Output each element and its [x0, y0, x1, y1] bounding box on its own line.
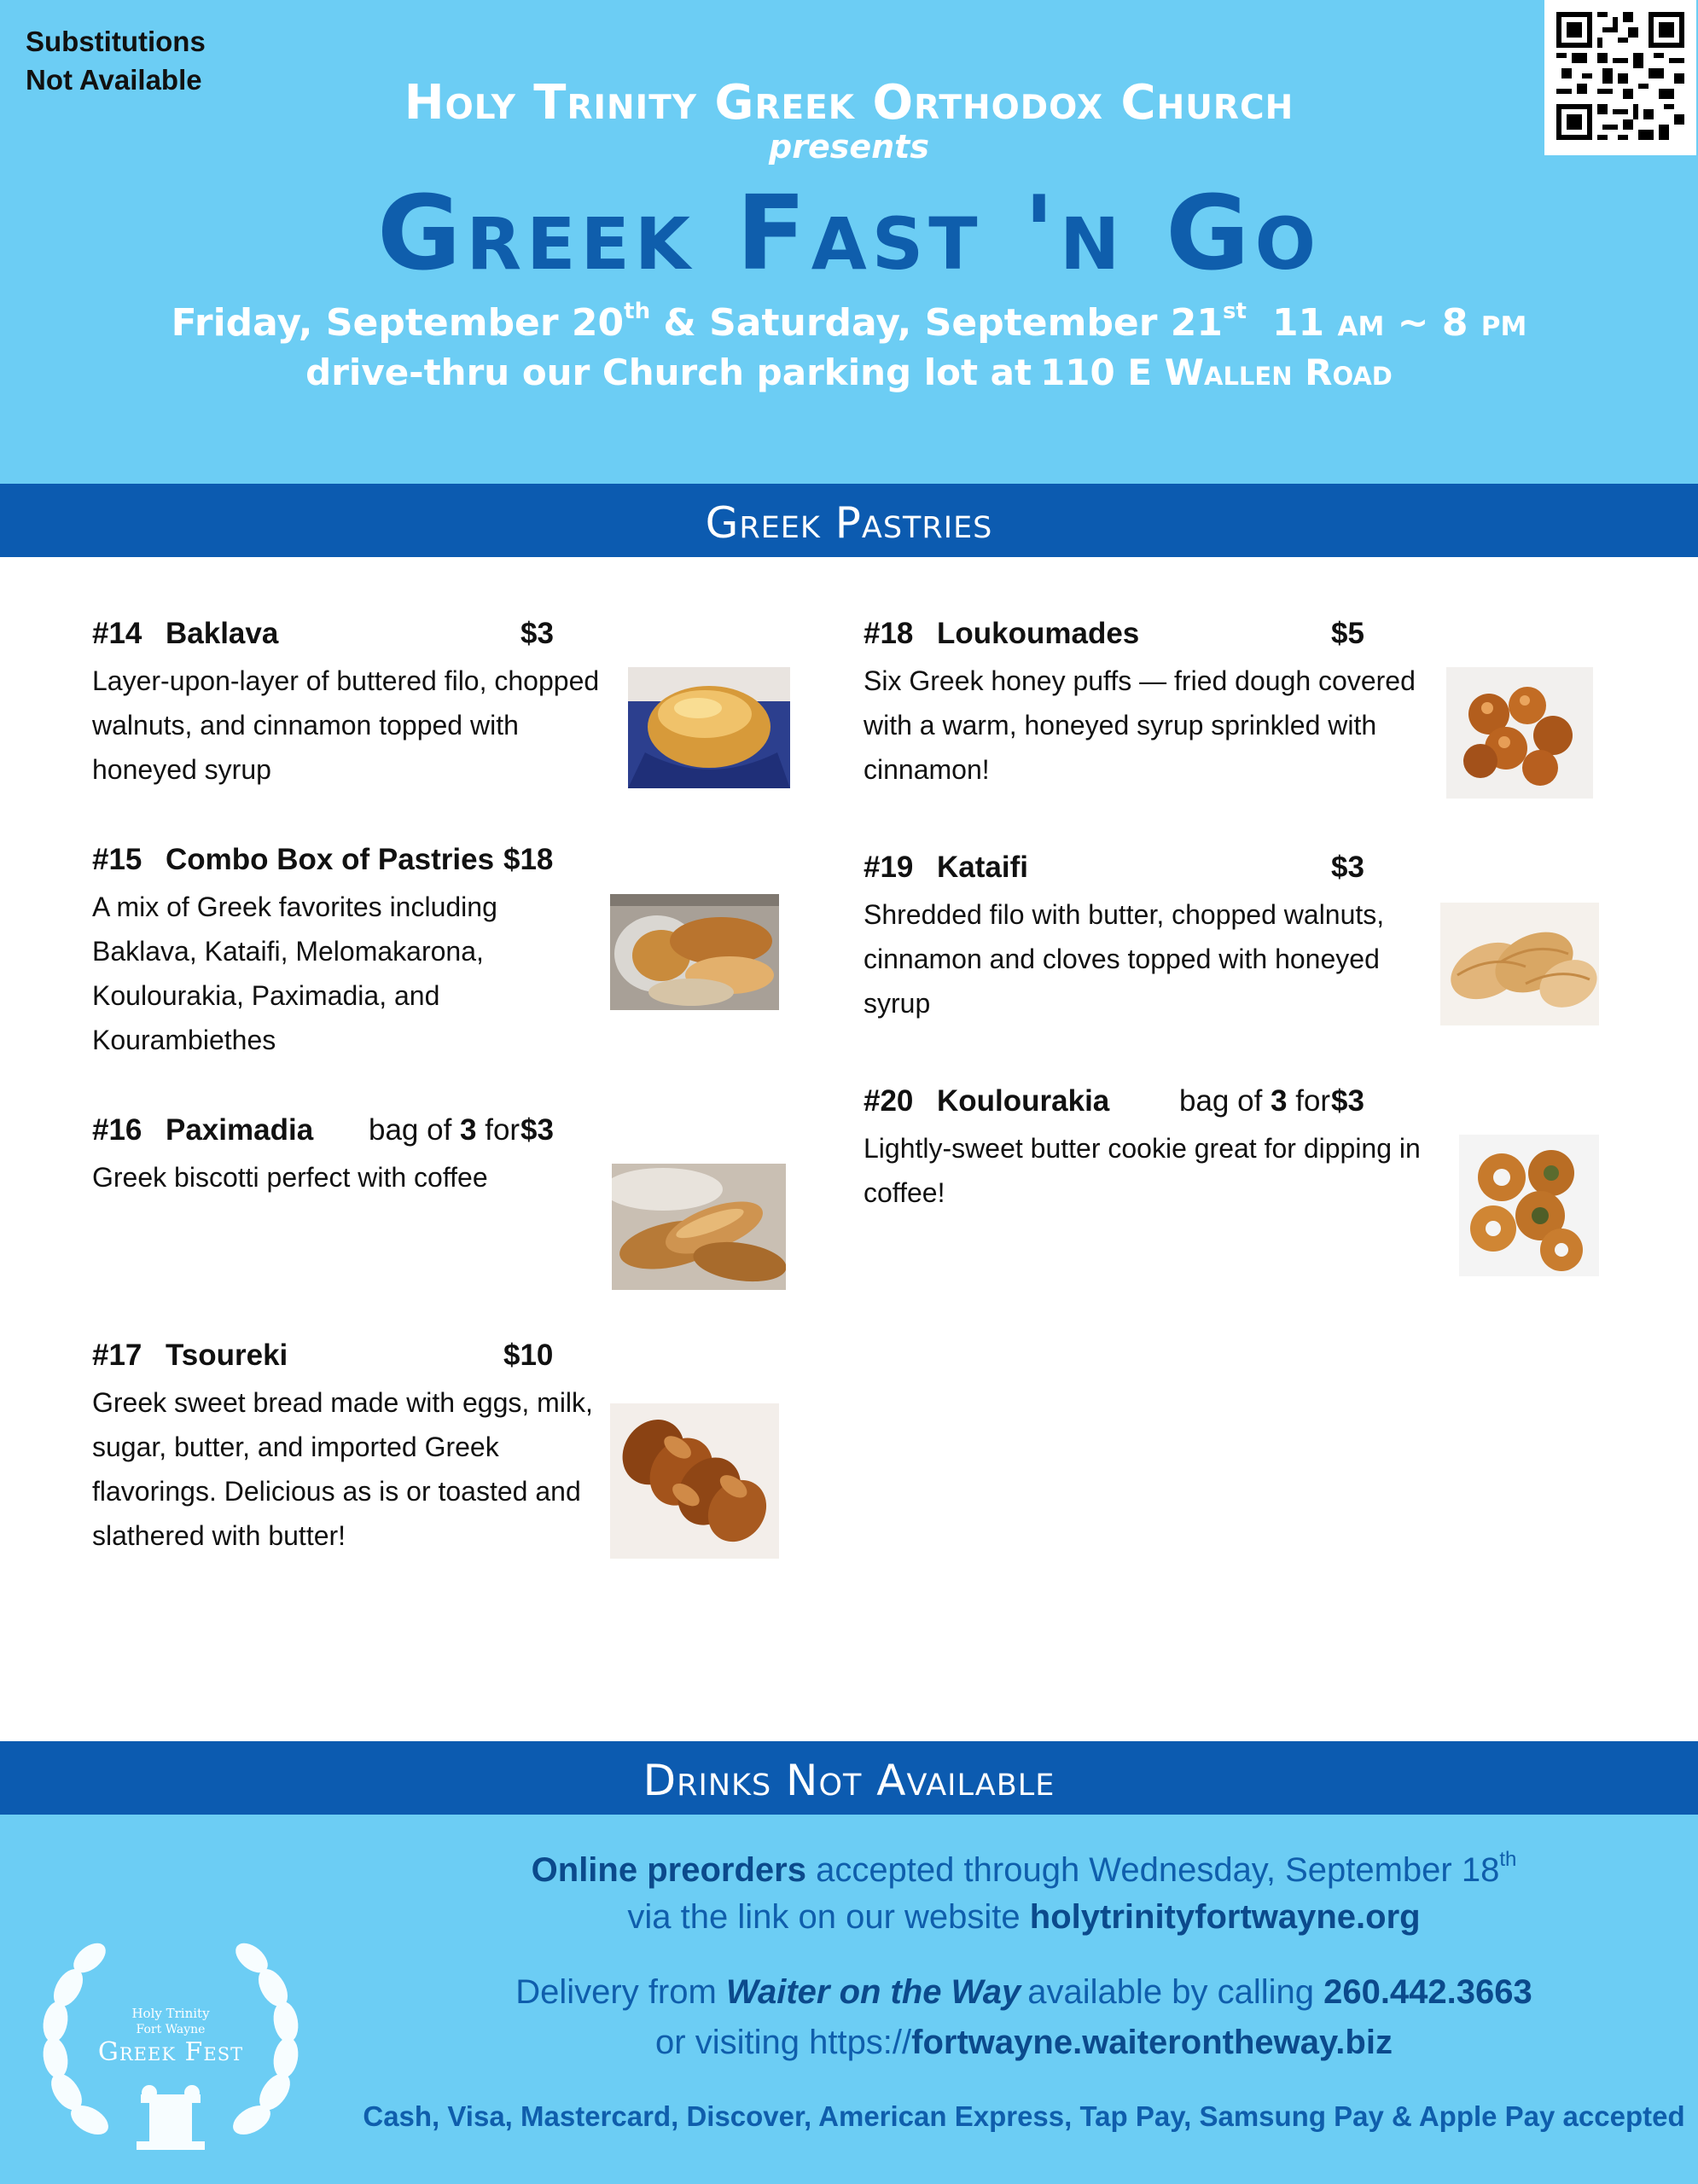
menu-item-20	[864, 1082, 1461, 1215]
item-name: Koulourakia	[937, 1084, 1110, 1118]
item-price: $10	[503, 1339, 554, 1372]
item-number: #17	[92, 1339, 142, 1372]
preorder-bold: Online preorders	[531, 1851, 806, 1889]
delivery-prefix: Delivery from	[515, 1973, 726, 2011]
section-title-drinks: Drinks Not Available	[0, 1741, 1698, 1815]
item-description: A mix of Greek favorites including Baklava, Kataifi, Melomakarona, Koulourakia, Paximadia, and Kourambiethes	[92, 892, 497, 1055]
date-day1-suffix: th	[624, 299, 651, 324]
item-number: #19	[864, 851, 914, 884]
event-address	[0, 351, 1698, 393]
item-name: Combo Box of Pastries	[166, 843, 495, 876]
menu-item-header	[92, 1336, 621, 1375]
item-name: Kataifi	[937, 851, 1028, 884]
phone-number[interactable]: 260.442.3663	[1323, 1973, 1532, 2011]
item-name: Loukoumades	[937, 617, 1140, 650]
item-description: Greek biscotti perfect with coffee	[92, 1162, 488, 1193]
bag-count: 3	[460, 1113, 477, 1147]
tsoureki-photo	[610, 1403, 779, 1559]
date-day1: Friday, September 20	[171, 301, 625, 345]
address-prefix: drive-thru our Church parking lot at	[305, 351, 1032, 393]
bag-for: for	[1287, 1084, 1331, 1118]
event-title: Greek Fast 'n Go	[376, 175, 1322, 293]
paximadia-photo	[612, 1164, 786, 1290]
koulourakia-photo	[1459, 1135, 1599, 1276]
item-price: $3	[1331, 1084, 1364, 1118]
kataifi-photo	[1440, 903, 1599, 1025]
menu-item-header	[92, 1111, 621, 1150]
item-description: Lightly-sweet butter cookie great for dipping in coffee!	[864, 1133, 1421, 1208]
bag-prefix: bag of	[369, 1113, 461, 1147]
item-name: Paximadia	[166, 1113, 314, 1147]
section-title-pastries: Greek Pastries	[0, 484, 1698, 557]
date-day2-suffix: st	[1223, 299, 1247, 324]
item-price: $3	[520, 617, 554, 650]
pastry-combo-photo	[610, 894, 779, 1010]
preorder-line	[358, 1848, 1689, 1890]
item-bag-note	[1179, 1082, 1330, 1121]
item-price: $18	[503, 843, 554, 876]
menu-item-17	[92, 1336, 621, 1558]
item-number: #20	[864, 1084, 914, 1118]
menu-item-15	[92, 840, 621, 1062]
item-price: $5	[1331, 617, 1364, 650]
item-description: Six Greek honey puffs — fried dough covered with a warm, honeyed syrup sprinkled with cinnamon!	[864, 665, 1416, 785]
menu-item-18	[864, 614, 1461, 792]
item-description: Shredded filo with butter, chopped walnuts, cinnamon and cloves topped with honeyed syrup	[864, 899, 1385, 1019]
item-price: $3	[520, 1113, 554, 1147]
menu-item-header	[92, 840, 621, 880]
website-link[interactable]: holytrinityfortwayne.org	[1029, 1898, 1421, 1936]
menu-item-header	[864, 848, 1461, 887]
item-description: Greek sweet bread made with eggs, milk, sugar, butter, and imported Greek flavorings. Delicious as is or toasted and slathered with butter!	[92, 1387, 593, 1551]
bag-count: 3	[1271, 1084, 1288, 1118]
menu-item-16	[92, 1111, 621, 1199]
item-description: Layer-upon-layer of buttered filo, chopped walnuts, and cinnamon topped with honeyed syrup	[92, 665, 600, 785]
date-joiner: & Saturday, September 21	[650, 301, 1224, 345]
item-number: #14	[92, 617, 142, 650]
visit-url[interactable]: fortwayne.waiterontheway.biz	[911, 2024, 1393, 2061]
greek-fest-laurel-logo	[26, 1890, 316, 2163]
church-name: Holy Trinity Greek Orthodox Church	[404, 75, 1294, 131]
visit-line	[358, 2024, 1689, 2062]
presents-text: presents	[769, 128, 929, 166]
visit-prefix: or visiting https://	[655, 2024, 912, 2061]
payments-accepted: Cash, Visa, Mastercard, Discover, American Express, Tap Pay, Samsung Pay & Apple Pay accepted	[363, 2100, 1685, 2132]
item-number: #15	[92, 843, 142, 876]
logo-line2: Fort Wayne	[136, 2023, 206, 2036]
logo-line3: Greek Fest	[97, 2037, 244, 2067]
item-price: $3	[1331, 851, 1364, 884]
event-dates	[0, 299, 1698, 345]
baklava-photo	[628, 667, 790, 788]
menu-item-14	[92, 614, 604, 792]
website-line	[358, 1898, 1689, 1937]
loukoumades-photo	[1446, 667, 1593, 799]
delivery-line	[358, 1973, 1689, 2012]
address-road: 110 E Wallen Road	[1040, 351, 1393, 393]
menu-item-header	[864, 1082, 1461, 1121]
logo-line1: Holy Trinity	[131, 2006, 210, 2021]
header-banner	[0, 0, 1698, 484]
bag-prefix: bag of	[1179, 1084, 1271, 1118]
menu-item-19	[864, 848, 1461, 1025]
menu-item-header	[864, 614, 1461, 653]
item-name: Tsoureki	[166, 1339, 288, 1372]
delivery-service: Waiter on the Way	[725, 1973, 1021, 2011]
preorder-text: accepted through Wednesday, September 18	[805, 1851, 1500, 1889]
item-number: #18	[864, 617, 914, 650]
item-number: #16	[92, 1113, 142, 1147]
item-name: Baklava	[166, 617, 279, 650]
delivery-mid: available by calling	[1027, 1973, 1324, 2011]
preorder-suffix: th	[1499, 1848, 1517, 1871]
item-bag-note	[369, 1111, 520, 1150]
website-prefix: via the link on our website	[627, 1898, 1030, 1936]
substitutions-note: Substitutions Not Available	[26, 26, 206, 96]
event-hours: 11 am ~ 8 pm	[1271, 301, 1527, 345]
menu-item-header	[92, 614, 604, 653]
bag-for: for	[476, 1113, 520, 1147]
